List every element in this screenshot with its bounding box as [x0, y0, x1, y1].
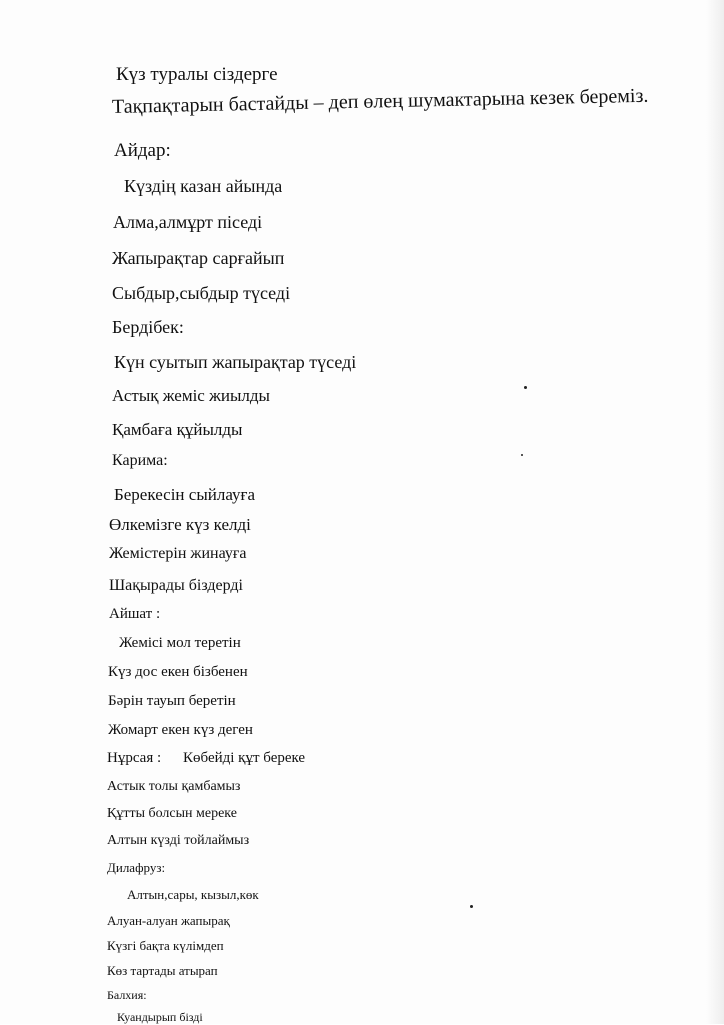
- intro-line-2: Тақпақтарын бастайды – деп өлең шумактарына кезек береміз.: [111, 84, 649, 118]
- poem-line: Көбейді құт береке: [183, 750, 306, 766]
- poem-line: Алма,алмұрт піседі: [113, 212, 263, 232]
- speaker-aishat: Айшат :: [109, 606, 161, 622]
- speaker-karima: Карима:: [112, 452, 168, 469]
- scan-speck: [524, 386, 527, 389]
- intro-line-1: Күз туралы сіздерге: [116, 64, 278, 85]
- poem-line: Берекесін сыйлауға: [114, 485, 256, 504]
- scan-speck: [470, 905, 473, 908]
- poem-line: Жемісі мол теретін: [119, 635, 241, 651]
- poem-line: Күзгі бақта күлімдеп: [107, 938, 224, 953]
- speaker-berdibek: Бердібек:: [112, 317, 184, 337]
- poem-line: Алтын,сары, кызыл,көк: [127, 887, 259, 902]
- speaker-aidar: Айдар:: [114, 140, 171, 161]
- poem-line: Жомарт екен күз деген: [108, 722, 253, 738]
- poem-line: Күз дос екен бізбенен: [108, 664, 248, 680]
- poem-line: Сыбдыр,сыбдыр түседі: [112, 283, 291, 303]
- poem-line: Күздің казан айында: [124, 176, 283, 196]
- page-edge-shadow: [706, 0, 724, 1024]
- poem-line: Өлкемізге күз келді: [109, 515, 251, 534]
- poem-line: Алуан-алуан жапырақ: [107, 913, 230, 928]
- speaker-balkhia: Балхия:: [107, 988, 147, 1002]
- poem-line: Күн суытып жапырақтар түседі: [114, 352, 357, 372]
- poem-line: Шақырады біздерді: [109, 577, 243, 594]
- poem-line: Астык толы қамбамыз: [107, 779, 241, 794]
- poem-line: Алтын күзді тойлаймыз: [107, 833, 250, 848]
- speaker-dilafruz: Дилафруз:: [107, 860, 166, 875]
- poem-line: Куандырып бізді: [117, 1010, 203, 1024]
- poem-line: Жапырақтар сарғайып: [112, 248, 285, 268]
- scan-speck: [521, 454, 523, 456]
- poem-line: Астық жеміс жиылды: [112, 386, 270, 405]
- poem-line: Қамбаға құйылды: [112, 420, 243, 439]
- speaker-nursaya: Нұрсая :: [107, 750, 162, 766]
- poem-line: Көз тартады атырап: [107, 963, 218, 978]
- poem-line: Құтты болсын мереке: [107, 806, 237, 821]
- poem-line: Жемістерін жинауға: [109, 545, 247, 562]
- poem-line: Бәрін тауып беретін: [108, 693, 236, 709]
